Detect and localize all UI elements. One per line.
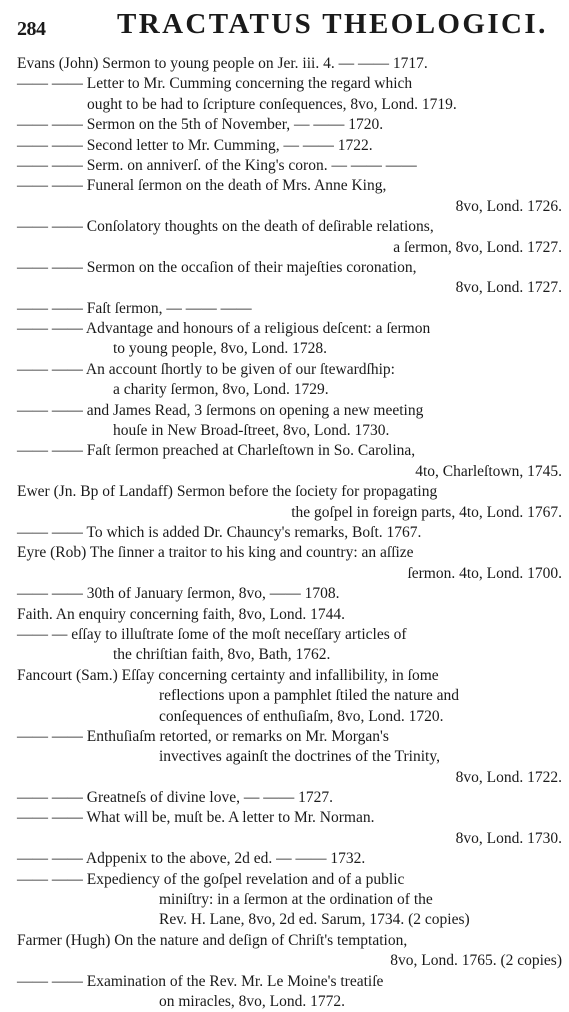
catalog-line — [17, 605, 562, 625]
catalog-line — [17, 503, 562, 523]
catalog-line — [17, 115, 562, 135]
catalog-line — [17, 951, 562, 971]
catalog-line-text: —— —— Letter to Mr. Cumming concerning the regard which — [17, 75, 413, 93]
catalog-line-text: —— —— Faſt ſermon, — —— —— — [17, 299, 252, 317]
catalog-line-text: invectives againſt the doctrines of the Trinity, — [159, 748, 440, 766]
running-title: TRACTATUS THEOLOGICI. — [117, 8, 548, 40]
catalog-line-text: the goſpel in foreign parts, 4to, Lond. 1767. — [291, 503, 562, 521]
catalog-line-text: Fancourt (Sam.) Eſſay concerning certainty and infallibility, in ſome — [17, 666, 439, 684]
catalog-line — [17, 849, 562, 869]
catalog-line — [17, 319, 562, 339]
catalog-line — [17, 74, 562, 94]
catalog-line-text: —— —— Sermon on the occaſion of their majeſties coronation, — [17, 258, 417, 276]
catalog-line — [17, 992, 562, 1012]
catalog-line-text: conſequences of enthuſiaſm, 8vo, Lond. 1720. — [159, 707, 444, 725]
catalog-line-text: —— —— Examination of the Rev. Mr. Le Moine's treatiſe — [17, 972, 384, 990]
catalog-line — [17, 136, 562, 156]
catalog-line-text: houſe in New Broad-ſtreet, 8vo, Lond. 1730. — [113, 422, 390, 440]
catalog-line-text: —— —— Greatneſs of divine love, — —— 1727. — [17, 789, 333, 807]
catalog-line-text: —— —— Sermon on the 5th of November, — —— 1720. — [17, 116, 384, 134]
catalog-line — [17, 727, 562, 747]
catalog-line-text: 8vo, Lond. 1726. — [455, 197, 562, 215]
catalog-line — [17, 197, 562, 217]
catalog-line — [17, 299, 562, 319]
catalog-line — [17, 890, 562, 910]
catalog-line-text: Farmer (Hugh) On the nature and deſign of Chriſt's temptation, — [17, 931, 408, 949]
catalog-line-text: 4to, Charleſtown, 1745. — [415, 462, 562, 480]
catalog-line — [17, 829, 562, 849]
catalog-line — [17, 666, 562, 686]
catalog-line-text: 8vo, Lond. 1722. — [455, 768, 562, 786]
catalog-line-text: —— — eſſay to illuſtrate ſome of the moſt neceſſary articles of — [17, 625, 407, 643]
catalog-line-text: —— —— Second letter to Mr. Cumming, — —— 1722. — [17, 136, 373, 154]
catalog-line — [17, 360, 562, 380]
catalog-line — [17, 686, 562, 706]
catalog-line-text: —— —— Funeral ſermon on the death of Mrs. Anne King, — [17, 177, 387, 195]
catalog-line-text: —— —— Faſt ſermon preached at Charleſtown in So. Carolina, — [17, 442, 416, 460]
catalog-line — [17, 768, 562, 788]
catalog-line — [17, 441, 562, 461]
catalog-line-text: —— —— Expediency of the goſpel revelation and of a public — [17, 870, 405, 888]
catalog-line-text: Evans (John) Sermon to young people on Jer. iii. 4. — —— 1717. — [17, 55, 428, 72]
catalog-line-text: Faith. An enquiry concerning faith, 8vo, Lond. 1744. — [17, 605, 346, 623]
catalog-line — [17, 217, 562, 237]
catalog-line-text: —— —— and James Read, 3 ſermons on opening a new meeting — [17, 401, 424, 419]
catalog-line-text: 8vo, Lond. 1730. — [455, 829, 562, 847]
catalog-line-text: 8vo, Lond. 1765. (2 copies) — [390, 952, 562, 970]
catalog-line — [17, 543, 562, 563]
catalog-line-text: a charity ſermon, 8vo, Lond. 1729. — [113, 381, 329, 399]
catalog-line — [17, 380, 562, 400]
catalog-line — [17, 95, 562, 115]
catalog-line — [17, 278, 562, 298]
catalog-line-text: a ſermon, 8vo, Lond. 1727. — [393, 238, 562, 256]
catalog-line-text: —— —— Advantage and honours of a religious deſcent: a ſermon — [17, 320, 431, 338]
catalog-line — [17, 910, 562, 930]
catalog-line-text: —— —— 30th of January ſermon, 8vo, —— 1708. — [17, 585, 340, 603]
catalog-line-text: to young people, 8vo, Lond. 1728. — [113, 340, 327, 358]
catalog-line-text: —— —— What will be, muſt be. A letter to Mr. Norman. — [17, 809, 375, 827]
catalog-line — [17, 258, 562, 278]
catalog-text — [17, 54, 562, 1012]
catalog-line — [17, 482, 562, 502]
catalog-line — [17, 401, 562, 421]
running-header — [17, 6, 557, 42]
catalog-line-text: —— —— Enthuſiaſm retorted, or remarks on Mr. Morgan's — [17, 727, 389, 745]
catalog-line-text: —— —— Serm. on anniverſ. of the King's coron. — —— —— — [17, 156, 417, 174]
catalog-line — [17, 707, 562, 727]
catalog-line-text: ſermon. 4to, Lond. 1700. — [407, 564, 562, 582]
catalog-line — [17, 176, 562, 196]
catalog-line — [17, 931, 562, 951]
catalog-line — [17, 625, 562, 645]
catalog-line — [17, 564, 562, 584]
catalog-line-text: —— —— Conſolatory thoughts on the death of deſirable relations, — [17, 218, 434, 236]
catalog-line — [17, 421, 562, 441]
catalog-line-text: —— —— Adppenix to the above, 2d ed. — —— 1732. — [17, 850, 366, 868]
catalog-line — [17, 584, 562, 604]
catalog-line — [17, 339, 562, 359]
catalog-line-text: on miracles, 8vo, Lond. 1772. — [159, 992, 345, 1010]
catalog-line — [17, 54, 562, 74]
catalog-line-text: —— —— To which is added Dr. Chauncy's remarks, Boſt. 1767. — [17, 523, 422, 541]
catalog-line — [17, 808, 562, 828]
catalog-line — [17, 645, 562, 665]
catalog-line — [17, 523, 562, 543]
catalog-line — [17, 462, 562, 482]
page-number: 284 — [17, 18, 46, 40]
catalog-line — [17, 747, 562, 767]
catalog-line — [17, 870, 562, 890]
catalog-line-text: —— —— An account ſhortly to be given of our ſtewardſhip: — [17, 360, 395, 378]
catalog-line — [17, 788, 562, 808]
catalog-line-text: the chriſtian faith, 8vo, Bath, 1762. — [113, 646, 331, 664]
catalog-line-text: ought to be had to ſcripture conſequences, 8vo, Lond. 1719. — [87, 95, 457, 113]
catalog-line — [17, 972, 562, 992]
catalog-line-text: Eyre (Rob) The ſinner a traitor to his king and country: an aſſize — [17, 544, 414, 562]
catalog-line-text: miniſtry: in a ſermon at the ordination of the — [159, 891, 433, 909]
catalog-line-text: reflections upon a pamphlet ſtiled the nature and — [159, 687, 459, 705]
catalog-line — [17, 238, 562, 258]
catalog-line — [17, 156, 562, 176]
catalog-line-text: Rev. H. Lane, 8vo, 2d ed. Sarum, 1734. (2 copies) — [159, 911, 470, 929]
catalog-line-text: Ewer (Jn. Bp of Landaff) Sermon before the ſociety for propagating — [17, 483, 438, 501]
catalog-line-text: 8vo, Lond. 1727. — [455, 279, 562, 297]
